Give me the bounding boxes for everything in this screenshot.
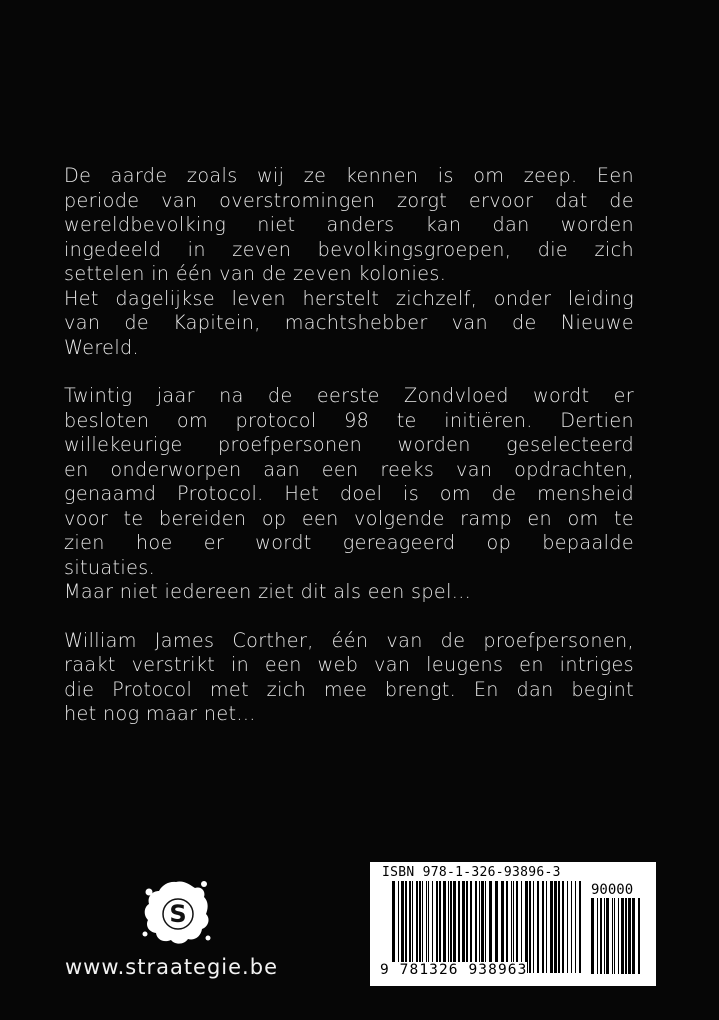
price-code: 90000 — [591, 882, 634, 898]
barcode-bar — [481, 881, 484, 973]
barcode-bar — [450, 881, 452, 973]
barcode-bar — [439, 881, 441, 973]
barcode-bar — [470, 881, 472, 973]
barcode-bar — [618, 898, 619, 974]
barcode-bar — [554, 881, 557, 973]
barcode-bar — [412, 881, 413, 973]
barcode-bar — [443, 881, 446, 973]
blurb-line: Het dagelijkse leven herstelt zichzelf, onder leiding — [64, 286, 634, 310]
barcode-bar — [546, 881, 547, 973]
barcode-bar — [562, 881, 564, 973]
barcode-bar — [398, 881, 399, 973]
barcode-bars — [392, 881, 587, 973]
barcode-bar — [513, 881, 514, 973]
barcode-bar — [453, 881, 456, 973]
blurb-line: willekeurige proefpersonen worden geselecteerd — [64, 433, 634, 456]
back-cover-blurb — [64, 164, 634, 727]
publisher-logo-icon — [140, 876, 212, 948]
barcode-bar — [537, 881, 539, 973]
blurb-line: De aarde zoals wij ze kennen is om zeep. Een — [64, 164, 634, 187]
barcode-bar — [614, 898, 615, 974]
blurb-line: periode van overstromingen zorgt ervoor dat de — [64, 188, 634, 212]
barcode-bar — [558, 881, 560, 973]
barcode-bar — [579, 881, 581, 973]
blurb-line: genaamd Protocol. Het doel is om de mensheid — [64, 482, 634, 505]
isbn-label: ISBN 978-1-326-93896-3 — [382, 865, 561, 880]
barcode-bar — [628, 898, 631, 974]
barcode-bar — [511, 881, 512, 973]
blurb-line: voor te bereiden op een volgende ramp en om te — [64, 506, 634, 530]
barcode-bar — [621, 898, 624, 974]
barcode-bar — [466, 881, 468, 973]
blurb-line: wereldbevolking niet anders kan dan worden — [64, 213, 634, 236]
barcode-bar — [405, 881, 407, 973]
barcode-bar — [525, 881, 528, 973]
barcode-bar — [432, 881, 433, 973]
barcode-bar — [542, 881, 544, 973]
blurb-line: William James Corther, één van de proefpersonen, — [64, 628, 634, 652]
barcode-bar — [436, 881, 438, 973]
barcode-addon-bars — [591, 898, 643, 974]
blurb-line: settelen in één van de zeven kolonies. — [64, 262, 447, 285]
blurb-line: zien hoe er wordt gereageerd op bepaalde — [64, 531, 634, 554]
barcode-bar — [575, 881, 576, 973]
barcode-bar — [606, 898, 609, 974]
barcode-bar — [485, 881, 486, 973]
barcode-bar — [448, 881, 449, 973]
barcode-bar — [533, 881, 534, 973]
barcode-bar — [550, 881, 553, 973]
blurb-line: Twintig jaar na de eerste Zondvloed wordt er — [64, 384, 634, 407]
barcode-bar — [426, 881, 427, 973]
barcode-bar — [625, 898, 627, 974]
barcode-bar — [501, 881, 504, 973]
blurb-line: situaties. — [64, 555, 156, 579]
blurb-line: het nog maar net... — [64, 702, 256, 725]
barcode-bar — [516, 881, 518, 973]
barcode-bar — [479, 881, 480, 973]
barcode-bar — [506, 881, 508, 973]
publisher-website[interactable]: www.straategie.be — [65, 955, 278, 979]
barcode-bar — [392, 881, 395, 973]
barcode-bar — [600, 898, 602, 974]
barcode-bar — [422, 881, 423, 973]
barcode-bar — [632, 898, 635, 974]
blurb-line: die Protocol met zich mee brengt. En dan begint — [64, 677, 634, 701]
blurb-line: raakt verstrikt in een web van leugens en intriges — [64, 653, 634, 676]
barcode-bar — [401, 881, 404, 973]
logo-letter: S — [169, 900, 187, 928]
barcode-bar — [462, 881, 465, 973]
blurb-line: van de Kapitein, machtshebber van de Nieuwe — [64, 311, 634, 334]
barcode-bar — [419, 881, 421, 973]
barcode-bar — [638, 898, 640, 974]
barcode-bar — [489, 881, 492, 973]
blurb-line: besloten om protocol 98 te initiëren. Dertien — [64, 408, 634, 432]
barcode-bar — [475, 881, 477, 973]
blurb-line: ingedeeld in zeven bevolkingsgroepen, die zich — [64, 237, 634, 261]
blurb-line: Wereld. — [64, 335, 139, 359]
barcode-bar — [495, 881, 498, 973]
barcode-bar — [529, 881, 531, 973]
barcode-bar — [428, 881, 429, 973]
barcode-bar — [416, 881, 418, 973]
blurb-line: Maar niet iedereen ziet dit als een spel... — [64, 580, 472, 603]
barcode-bar — [591, 898, 594, 974]
barcode-bar — [604, 898, 605, 974]
isbn-barcode — [370, 862, 656, 986]
barcode-bar — [571, 881, 572, 973]
barcode-bar — [409, 881, 411, 973]
barcode-digits: 9 781326 938963 — [380, 962, 528, 978]
barcode-bar — [567, 881, 568, 973]
barcode-bar — [521, 881, 522, 973]
barcode-bar — [597, 898, 598, 974]
barcode-bar — [458, 881, 460, 973]
barcode-bar — [612, 898, 613, 974]
blurb-line: en onderworpen aan een reeks van opdrachten, — [64, 457, 634, 481]
